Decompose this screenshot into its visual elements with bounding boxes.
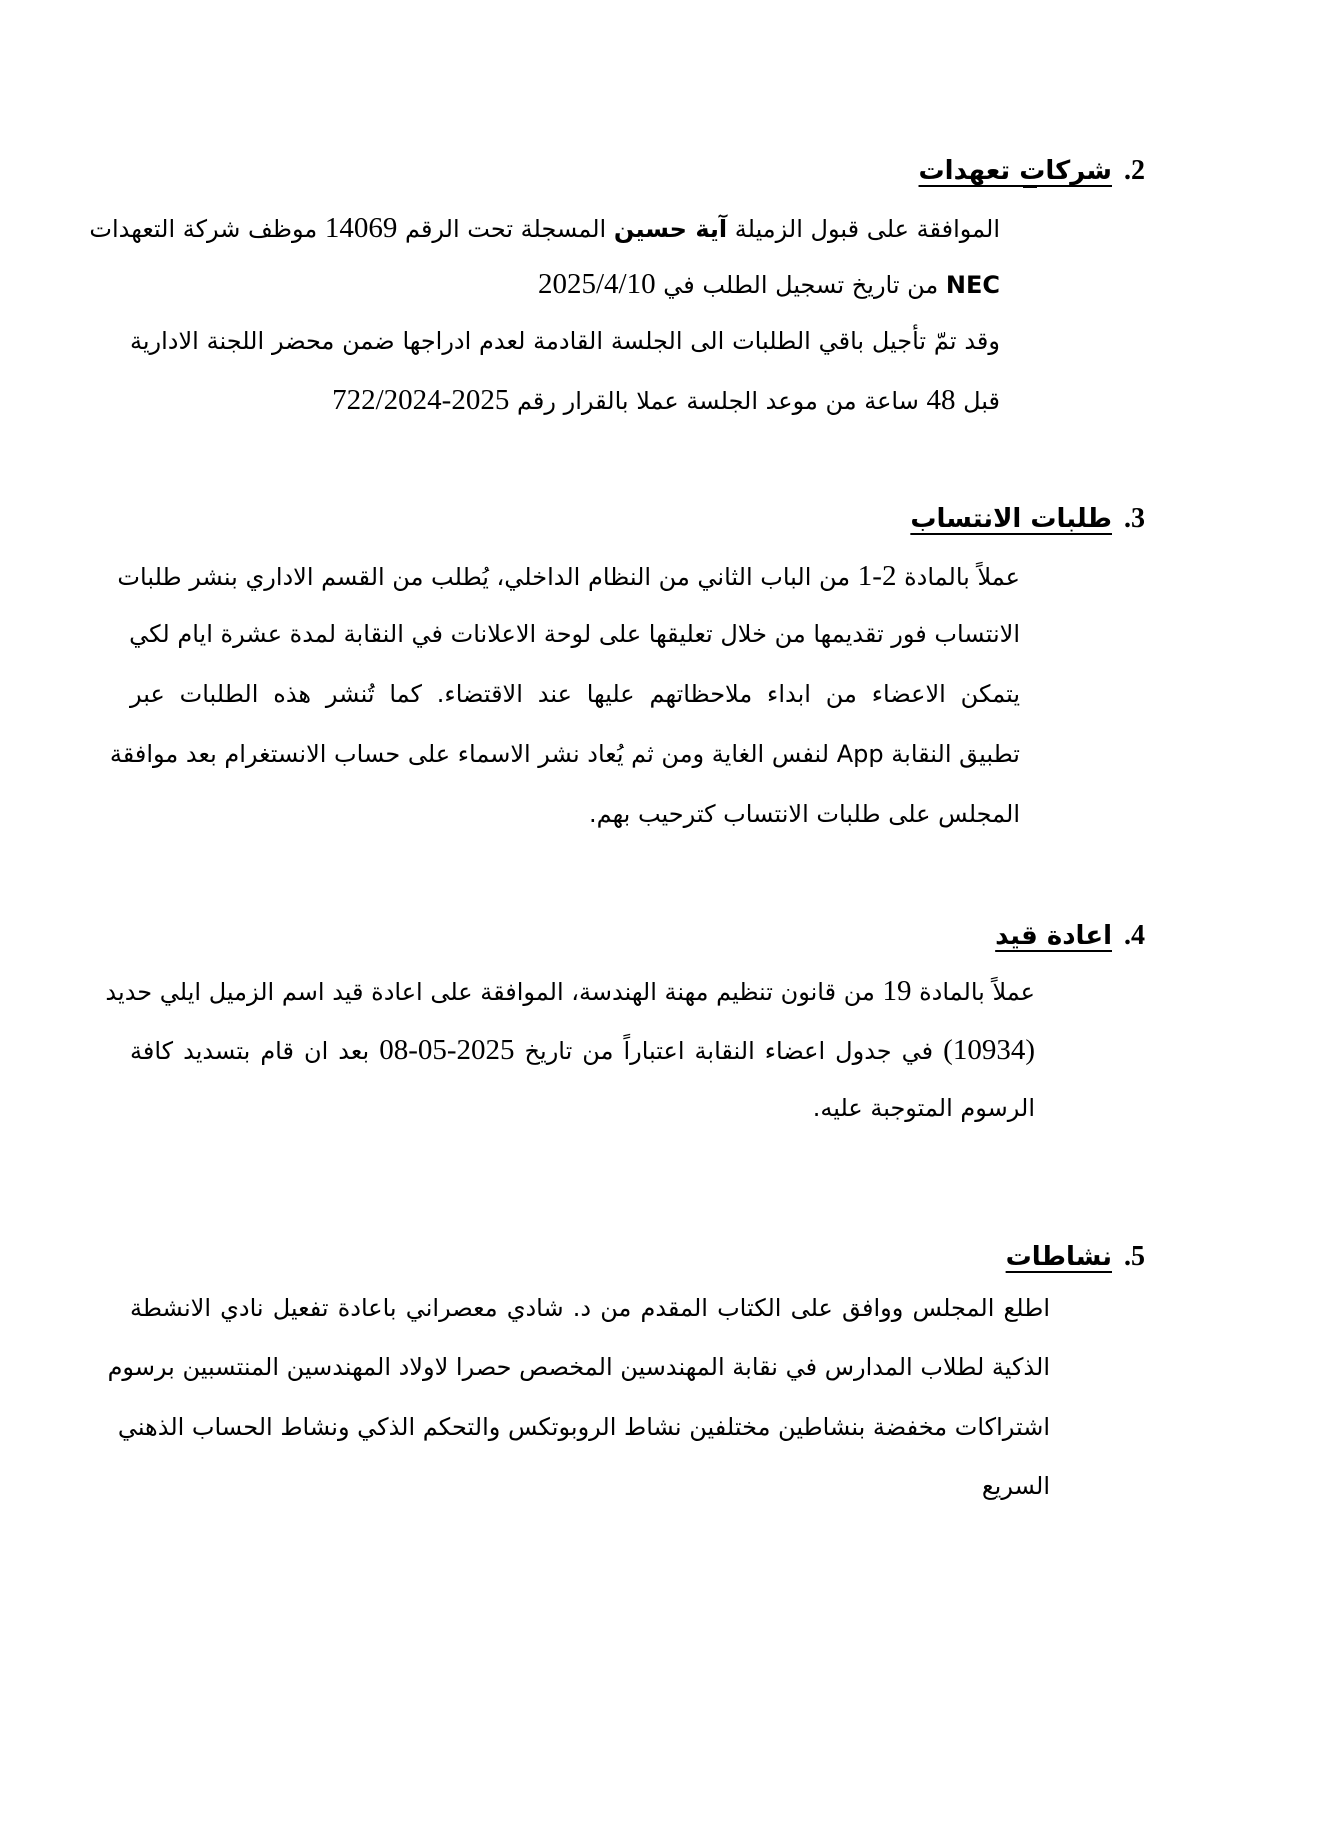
bold-text: NEC <box>945 271 1000 299</box>
paragraph-line: اطلع المجلس ووافق على الكتاب المقدم من د. شادي معصراني باعادة تفعيل نادي الانشطة <box>130 1294 1050 1322</box>
paragraph-line: يتمكن الاعضاء من ابداء ملاحظاتهم عليها عند الاقتضاء. كما تُنشر هذه الطلبات عبر <box>130 680 1020 708</box>
paragraph-line: تطبيق النقابة App لنفس الغاية ومن ثم يُعاد نشر الاسماء على حساب الانستغرام بعد موافقة <box>109 740 1020 768</box>
paragraph-line: عملاً بالمادة 19 من قانون تنظيم مهنة الهندسة، الموافقة على اعادة قيد اسم الزميل ايلي حديد <box>105 975 1035 1007</box>
paragraph-line: (10934) في جدول اعضاء النقابة اعتباراً من تاريخ 08-05-2025 بعد ان قام بتسديد كافة <box>130 1034 1035 1066</box>
section-3-heading <box>910 503 1145 535</box>
section-2-heading <box>919 155 1145 187</box>
number-text: 14069 <box>324 212 398 244</box>
paragraph-line: الذكية لطلاب المدارس في نقابة المهندسين المخصص حصرا لاولاد المهندسين المنتسبين برسوم <box>107 1353 1050 1381</box>
paragraph-line: قبل 48 ساعة من موعد الجلسة عملا بالقرار رقم 722/2024-2025 <box>332 384 1000 416</box>
paragraph-line: الموافقة على قبول الزميلة آية حسين المسجلة تحت الرقم 14069 موظف شركة التعهدات <box>89 212 1000 244</box>
list-dash <box>1023 186 1037 188</box>
number-text: 48 <box>926 384 956 416</box>
number-text: 1-2 <box>857 560 897 592</box>
number-text: (10934) <box>943 1034 1035 1066</box>
section-title: شركات تعهدات <box>918 156 1112 186</box>
number-text: 2025/4/10 <box>537 268 656 300</box>
section-title: نشاطات <box>1005 1242 1112 1272</box>
paragraph-line: NEC من تاريخ تسجيل الطلب في 2025/4/10 <box>537 268 1000 300</box>
number-text: 08-05-2025 <box>379 1034 515 1066</box>
paragraph-line: اشتراكات مخفضة بنشاطين مختلفين نشاط الروبوتكس والتحكم الذكي ونشاط الحساب الذهني <box>117 1413 1050 1441</box>
paragraph-line: المجلس على طلبات الانتساب كترحيب بهم. <box>589 800 1020 828</box>
section-title: اعادة قيد <box>995 921 1112 951</box>
paragraph-line: الانتساب فور تقديمها من خلال تعليقها على لوحة الاعلانات في النقابة لمدة عشرة ايام لكي <box>129 620 1020 648</box>
number-text: 722/2024-2025 <box>332 384 510 416</box>
number-text: 19 <box>882 975 912 1007</box>
section-number: 2. <box>1124 155 1145 186</box>
section-4-heading <box>995 920 1145 952</box>
paragraph-line: السريع <box>981 1472 1050 1500</box>
section-number: 4. <box>1124 920 1145 951</box>
section-5-heading <box>1006 1241 1145 1273</box>
bold-text: آية حسين <box>613 215 728 243</box>
paragraph-line: عملاً بالمادة 1-2 من الباب الثاني من النظام الداخلي، يُطلب من القسم الاداري بنشر طلبات <box>117 560 1020 592</box>
section-number: 3. <box>1124 503 1145 534</box>
section-number: 5. <box>1124 1241 1145 1272</box>
paragraph-line: وقد تمّ تأجيل باقي الطلبات الى الجلسة القادمة لعدم ادراجها ضمن محضر اللجنة الادارية <box>130 327 1000 355</box>
paragraph-line: الرسوم المتوجبة عليه. <box>812 1094 1035 1122</box>
section-title: طلبات الانتساب <box>910 504 1112 534</box>
